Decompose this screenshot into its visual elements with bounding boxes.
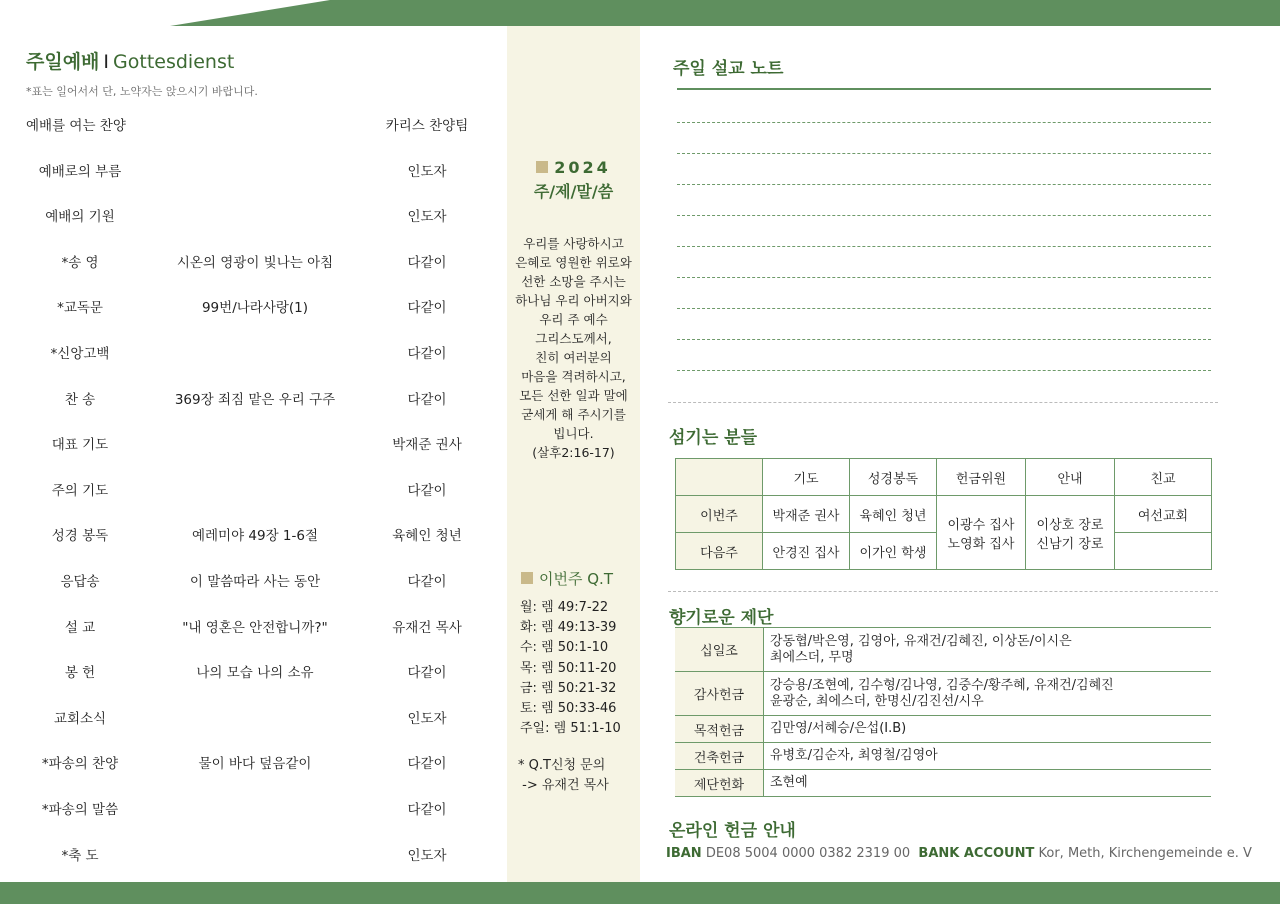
qt-day: 토: 렘 50:33-46 [520, 701, 617, 717]
order-row [0, 389, 500, 411]
order-item-leader: 다같이 [407, 346, 447, 362]
order-item-leader: 카리스 찬양팀 [385, 118, 469, 134]
fellowship-cell-empty [1115, 533, 1212, 570]
verse-line: 친히 여러분의 [535, 350, 612, 365]
order-row [0, 343, 500, 365]
order-item-name: 응답송 [60, 574, 100, 590]
usher-line: 이상호 장로 [1036, 517, 1104, 533]
qt-schedule [520, 598, 621, 739]
offering-names-line: 유병호/김순자, 최영철/김영아 [770, 748, 938, 763]
order-item-content: 369장 죄짐 맡은 우리 구주 [174, 391, 336, 408]
row-label: 이번주 [676, 496, 763, 533]
verse-line: 굳세게 해 주시기를 [521, 407, 626, 422]
qt-title-text: 이번주 Q.T [539, 570, 613, 588]
order-item-leader: 인도자 [407, 163, 447, 180]
order-row [0, 662, 500, 684]
qt-day: 화: 렘 49:13-39 [520, 620, 617, 636]
order-item-name: 예배로의 부름 [38, 163, 122, 180]
order-item-leader: 인도자 [407, 847, 447, 864]
order-row [0, 434, 500, 456]
fellowship-cell: 여선교회 [1115, 496, 1212, 533]
account-label: BANK ACCOUNT [918, 846, 1035, 861]
standing-note: *표는 일어서서 단, 노약자는 앉으시기 바랍니다. [26, 85, 258, 98]
order-item-leader: 다같이 [407, 391, 447, 408]
offering-names [764, 716, 1212, 743]
order-item-leader: 다같이 [407, 756, 447, 773]
order-item-name: 대표 기도 [51, 437, 109, 454]
servants-title: 섬기는 분들 [669, 428, 758, 448]
order-row [0, 206, 500, 228]
note-line [677, 308, 1211, 309]
offering-row [675, 716, 1211, 743]
account-value: Kor, Meth, Kirchengemeinde e. V [1038, 846, 1252, 861]
header-cell: 기도 [763, 459, 850, 496]
offering-category: 십일조 [675, 628, 764, 672]
order-item-name: 주의 기도 [51, 482, 109, 499]
offering-committee-line: 노영화 집사 [947, 536, 1015, 552]
offering-names [764, 770, 1212, 797]
square-bullet-icon [521, 572, 533, 584]
order-row [0, 252, 500, 274]
offering-row [675, 672, 1211, 716]
offering-row [675, 628, 1211, 672]
note-line [677, 184, 1211, 185]
order-item-content: 나의 모습 나의 소유 [196, 665, 314, 682]
title-separator: I [103, 51, 110, 73]
order-item-leader: 다같이 [407, 574, 447, 590]
servants-header-row [676, 459, 1212, 496]
order-item-name: *축 도 [61, 847, 99, 864]
order-item-content: "내 영혼은 안전합니까?" [182, 619, 328, 636]
bank-info [666, 846, 1252, 861]
note-line [677, 122, 1211, 123]
row-label: 다음주 [676, 533, 763, 570]
order-item-name: 봉 헌 [64, 665, 96, 682]
order-row [0, 799, 500, 821]
section-divider [668, 402, 1218, 403]
qt-contact-line: * Q.T신청 문의 [518, 758, 606, 773]
verse-line: 우리 주 예수 [539, 312, 608, 327]
order-item-leader: 다같이 [407, 482, 447, 499]
order-item-name: 예배의 기원 [45, 209, 115, 226]
verse-line: 그리스도께서, [535, 331, 612, 346]
qt-day: 수: 렘 50:1-10 [520, 640, 609, 656]
qt-day: 주일: 렘 51:1-10 [520, 721, 621, 737]
order-item-leader: 다같이 [407, 665, 447, 682]
offering-names-line: 조현예 [770, 775, 808, 790]
header-cell: 성경봉독 [850, 459, 937, 496]
offering-row [675, 743, 1211, 770]
theme-verse-text [507, 234, 640, 462]
order-row [0, 480, 500, 502]
offering-category: 목적헌금 [675, 716, 764, 743]
servants-table [675, 458, 1212, 570]
worship-title-ko: 주일예배 [26, 51, 100, 73]
order-item-name: *파송의 찬양 [41, 756, 119, 773]
verse-line: 마음을 격려하시고, [521, 369, 626, 384]
header-cell: 친교 [1115, 459, 1212, 496]
verse-line: 모든 선한 일과 말에 [519, 388, 628, 403]
qt-contact-line: -> 유재건 목사 [518, 778, 609, 793]
worship-title-de: Gottesdienst [113, 51, 235, 73]
qt-contact [518, 756, 609, 796]
qt-title [521, 568, 613, 589]
offerings-title: 향기로운 제단 [669, 608, 774, 628]
qt-day: 월: 렘 49:7-22 [520, 600, 609, 615]
theme-label: 주/제/말/씀 [533, 182, 614, 201]
prayer-cell: 박재준 권사 [763, 496, 850, 533]
header-cell: 안내 [1026, 459, 1115, 496]
theme-verse-panel [507, 26, 640, 882]
order-item-name: 예배를 여는 찬양 [26, 118, 126, 134]
reading-cell: 육혜인 청년 [850, 496, 937, 533]
order-row [0, 617, 500, 639]
offering-category: 감사헌금 [675, 672, 764, 716]
verse-line: 은혜로 영원한 위로와 [515, 255, 632, 270]
verse-line: 우리를 사랑하시고 [523, 236, 624, 251]
section-divider [668, 591, 1218, 592]
note-line [677, 370, 1211, 371]
offering-names [764, 628, 1212, 672]
offering-names-line: 최에스더, 무명 [770, 649, 854, 665]
offering-names [764, 743, 1212, 770]
order-item-name: *파송의 말씀 [41, 802, 119, 818]
order-item-leader: 육혜인 청년 [392, 528, 462, 545]
sermon-title-underline [677, 88, 1211, 90]
qt-day: 목: 렘 50:11-20 [520, 660, 617, 676]
order-row [0, 525, 500, 547]
order-item-leader: 인도자 [407, 710, 447, 727]
note-line [677, 246, 1211, 247]
online-giving-title: 온라인 헌금 안내 [669, 821, 796, 841]
reading-cell: 이가인 학생 [850, 533, 937, 570]
order-item-name: 설 교 [64, 619, 96, 636]
usher-line: 신남기 장로 [1036, 536, 1104, 552]
sermon-notes-title: 주일 설교 노트 [673, 59, 784, 79]
order-item-content: 예레미야 49장 1-6절 [191, 528, 319, 545]
top-decorative-band [0, 0, 1280, 26]
square-bullet-icon [536, 161, 548, 173]
verse-line: 빕니다. [553, 426, 594, 441]
offering-row [675, 770, 1211, 797]
iban-label: IBAN [666, 846, 702, 861]
order-item-content: 이 말씀따라 사는 동안 [189, 574, 321, 590]
offering-names-line: 강승용/조현예, 김수형/김나영, 김중수/황주혜, 유재건/김혜진 [770, 677, 1114, 693]
worship-title [26, 47, 234, 74]
offering-category: 건축헌금 [675, 743, 764, 770]
order-item-name: 교회소식 [53, 710, 107, 727]
order-item-leader: 다같이 [407, 802, 447, 818]
table-corner [676, 459, 763, 496]
prayer-cell: 안경진 집사 [763, 533, 850, 570]
header-cell: 헌금위원 [937, 459, 1026, 496]
verse-line: 하나님 우리 아버지와 [515, 293, 632, 308]
order-item-name: *신앙고백 [50, 346, 110, 362]
verse-line: (살후2:16-17) [532, 445, 615, 460]
order-item-name: *교독문 [57, 300, 103, 317]
offering-names-line: 김만영/서혜승/은섭(I.B) [770, 721, 907, 736]
note-line [677, 277, 1211, 278]
order-item-leader: 다같이 [407, 300, 447, 317]
order-item-name: 성경 봉독 [51, 528, 109, 545]
order-row [0, 753, 500, 775]
order-item-leader: 유재건 목사 [392, 619, 462, 636]
offering-committee-line: 이광수 집사 [947, 517, 1015, 533]
order-row [0, 708, 500, 730]
offering-names-line: 윤광순, 최에스더, 한명신/김진선/시우 [770, 693, 984, 709]
order-row [0, 571, 500, 593]
order-item-content: 99번/나라사랑(1) [201, 300, 309, 317]
offering-names-line: 강동협/박은영, 김영아, 유재건/김혜진, 이상돈/이시은 [770, 633, 1072, 649]
offering-category: 제단헌화 [675, 770, 764, 797]
order-item-name: 찬 송 [64, 391, 96, 408]
verse-line: 선한 소망을 주시는 [521, 274, 626, 289]
offerings-table [675, 627, 1211, 797]
order-item-leader: 다같이 [407, 254, 447, 271]
order-item-content: 물이 바다 덮음같이 [198, 756, 312, 773]
qt-day: 금: 렘 50:21-32 [520, 680, 617, 696]
order-item-content: 시온의 영광이 빛나는 아침 [176, 254, 334, 271]
note-line [677, 153, 1211, 154]
order-row [0, 297, 500, 319]
theme-year [507, 158, 640, 177]
iban-value: DE08 5004 0000 0382 2319 00 [705, 846, 911, 861]
note-line [677, 215, 1211, 216]
this-week-row [676, 496, 1212, 533]
usher-cell [1026, 496, 1115, 570]
offering-committee-cell [937, 496, 1026, 570]
order-row [0, 115, 500, 137]
bottom-decorative-band [0, 882, 1280, 904]
order-item-leader: 박재준 권사 [392, 437, 462, 454]
order-item-name: *송 영 [61, 254, 99, 271]
offering-names [764, 672, 1212, 716]
theme-year-text: 2024 [554, 158, 611, 177]
order-item-leader: 인도자 [407, 209, 447, 226]
order-row [0, 845, 500, 867]
order-row [0, 161, 500, 183]
note-line [677, 339, 1211, 340]
